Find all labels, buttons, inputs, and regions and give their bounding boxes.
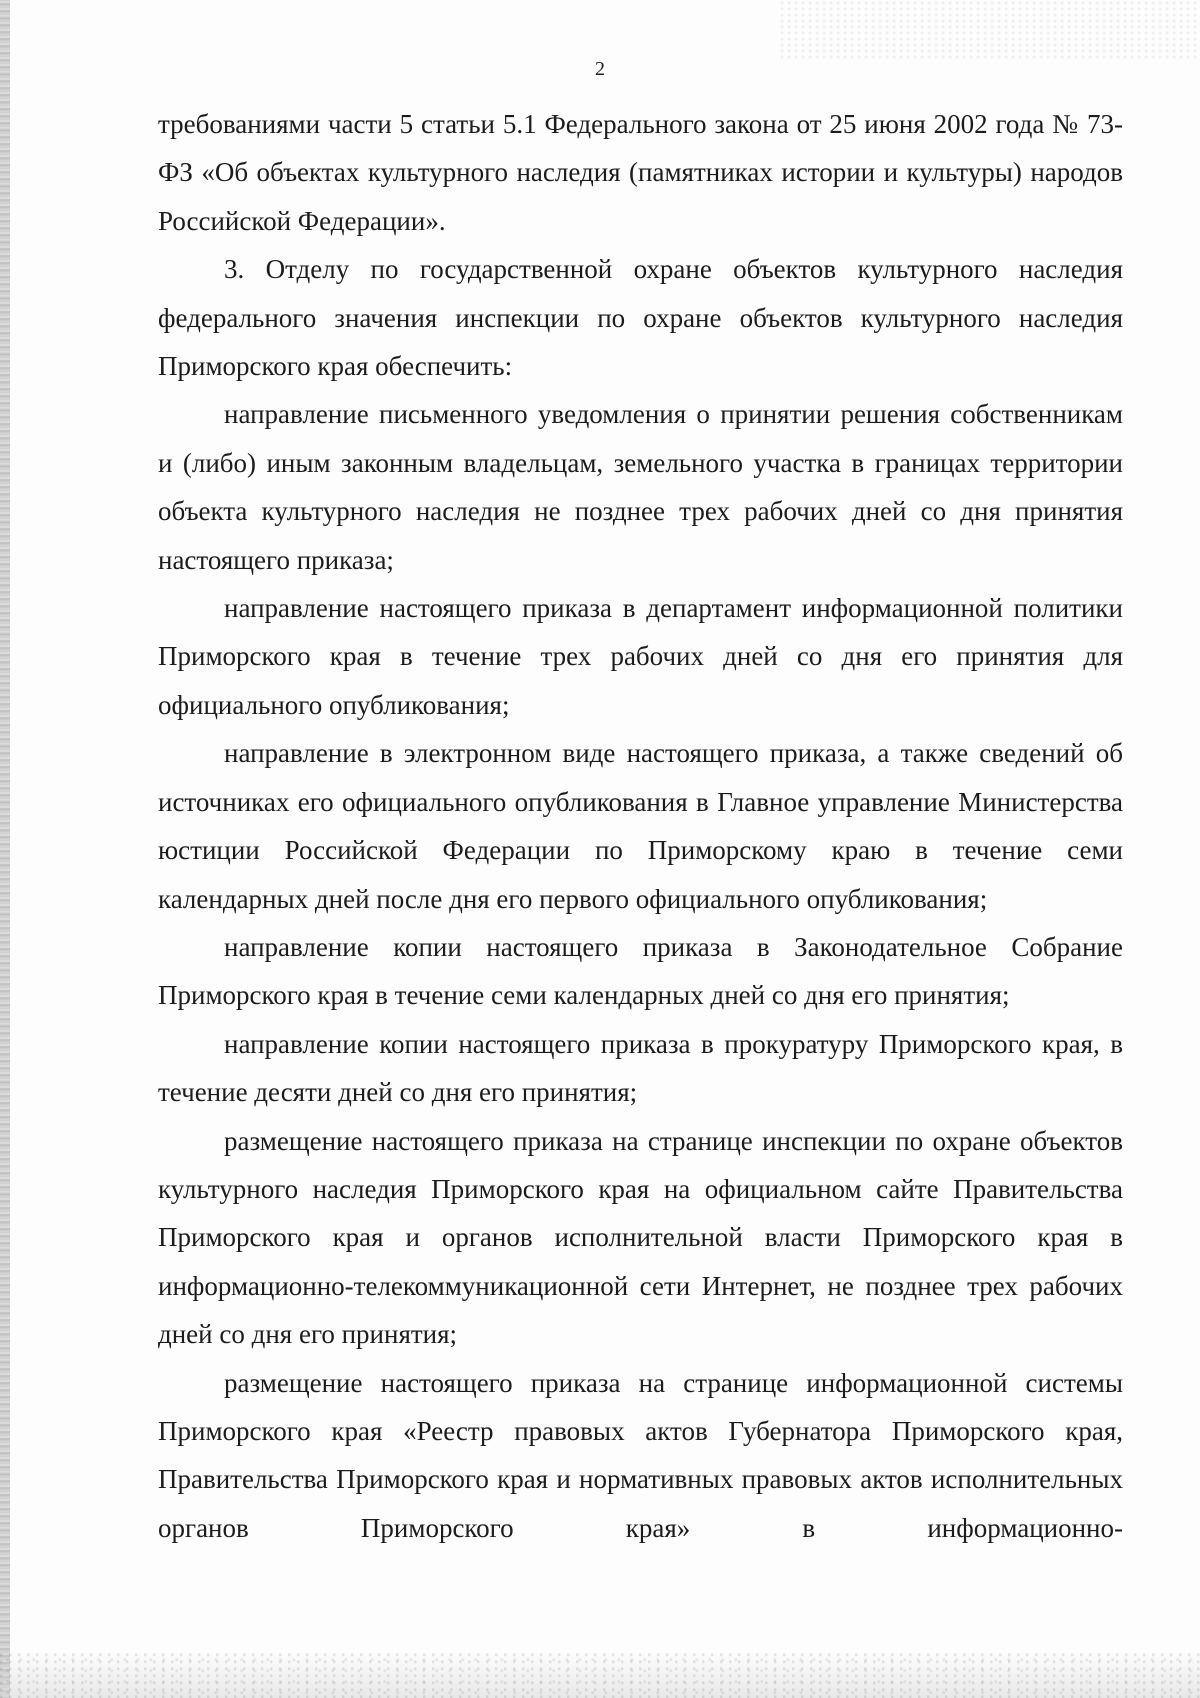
- document-body: [158, 100, 1123, 1552]
- paragraph-ministry-justice: направление в электронном виде настоящего приказа, а также сведений об источниках его официального опубликования в Главное управление Министерства юстиции Российской Федерации по Приморскому краю в течение семи календарных дней после дня его первого официального опубликования;: [158, 738, 1123, 914]
- page-number: 2: [595, 58, 605, 80]
- paragraph-notification: направление письменного уведомления о принятии решения собственникам и (либо) иным законным владельцам, земельного участка в границах территории объекта культурного наследия не позднее трех рабочих дней со дня принятия настоящего приказа;: [158, 399, 1123, 575]
- paragraph-website: размещение настоящего приказа на странице инспекции по охране объектов культурного наследия Приморского края на официальном сайте Правительства Приморского края и органов исполнительной власти Приморского края в информационно-телекоммуникационной сети Интернет, не позднее трех рабочих дней со дня его принятия;: [158, 1125, 1123, 1350]
- paragraph-registry: размещение настоящего приказа на странице информационной системы Приморского края «Реестр правовых актов Губернатора Приморского края, Правительства Приморского края и нормативных правовых актов исполнительных органов Приморского края» в информационно-: [158, 1367, 1123, 1543]
- scan-edge-artifact: [0, 0, 10, 1698]
- paragraph-legislative-assembly: направление копии настоящего приказа в Законодательное Собрание Приморского края в течение семи календарных дней со дня его принятия;: [158, 931, 1123, 1011]
- paragraph-publication-policy: направление настоящего приказа в департамент информационной политики Приморского края в течение трех рабочих дней со дня его принятия для официального опубликования;: [158, 593, 1123, 720]
- scan-noise-artifact: [780, 0, 1200, 60]
- scan-bottom-artifact: [0, 1652, 1200, 1698]
- paragraph-continuation: требованиями части 5 статьи 5.1 Федерального закона от 25 июня 2002 года № 73-ФЗ «Об объектах культурного наследия (памятниках истории и культуры) народов Российской Федерации».: [158, 109, 1123, 236]
- paragraph-item-3: 3. Отделу по государственной охране объектов культурного наследия федерального значения инспекции по охране объектов культурного наследия Приморского края обеспечить:: [158, 254, 1123, 382]
- paragraph-prosecutor: направление копии настоящего приказа в прокуратуру Приморского края, в течение десяти дней со дня его принятия;: [158, 1028, 1123, 1108]
